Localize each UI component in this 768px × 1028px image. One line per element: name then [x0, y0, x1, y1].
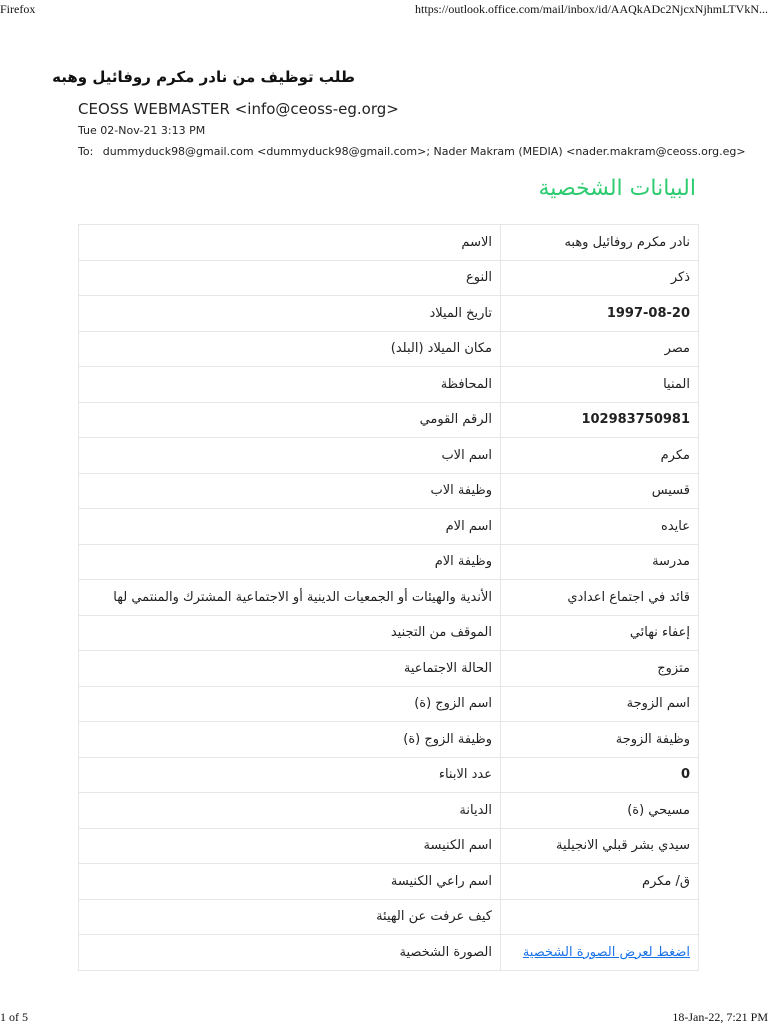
row-value: سيدي بشر قبلي الانجيلية	[501, 828, 699, 864]
table-row	[79, 260, 699, 296]
row-value: وظيفة الزوجة	[501, 722, 699, 758]
email-recipients	[78, 145, 746, 158]
table-row	[79, 757, 699, 793]
view-photo-link[interactable]: اضغط لعرض الصورة الشخصية	[522, 944, 690, 960]
table-row	[79, 225, 699, 261]
table-row	[79, 473, 699, 509]
row-label: الرقم القومي	[79, 402, 501, 438]
row-label: عدد الابناء	[79, 757, 501, 793]
section-title: البيانات الشخصية	[538, 176, 696, 201]
email-subject: طلب توظيف من نادر مكرم روفائيل وهبه	[52, 68, 355, 86]
table-row	[79, 722, 699, 758]
row-label: اسم الام	[79, 509, 501, 545]
table-row	[79, 402, 699, 438]
row-value-cell	[501, 935, 699, 971]
row-value: متزوج	[501, 651, 699, 687]
row-value: مدرسة	[501, 544, 699, 580]
row-label: وظيفة الام	[79, 544, 501, 580]
row-value: إعفاء نهائي	[501, 615, 699, 651]
print-header-app: Firefox	[0, 2, 36, 16]
row-label: اسم الزوج (ة)	[79, 686, 501, 722]
row-value: مسيحي (ة)	[501, 793, 699, 829]
table-row	[79, 615, 699, 651]
row-value: اسم الزوجة	[501, 686, 699, 722]
to-addresses: dummyduck98@gmail.com <dummyduck98@gmail.com>; Nader Makram (MEDIA) <nader.makram@ceoss.org.eg>	[102, 145, 746, 158]
row-value: نادر مكرم روفائيل وهبه	[501, 225, 699, 261]
table-row	[79, 544, 699, 580]
table-row	[79, 864, 699, 900]
row-label: المحافظة	[79, 367, 501, 403]
table-row	[79, 828, 699, 864]
table-row	[79, 899, 699, 935]
table-row	[79, 793, 699, 829]
row-label: وظيفة الزوج (ة)	[79, 722, 501, 758]
row-label: كيف عرفت عن الهيئة	[79, 899, 501, 935]
row-label: الموقف من التجنيد	[79, 615, 501, 651]
row-label: اسم الاب	[79, 438, 501, 474]
row-value	[501, 899, 699, 935]
row-value: عايده	[501, 509, 699, 545]
email-date: Tue 02-Nov-21 3:13 PM	[78, 124, 206, 137]
row-value: قائد في اجتماع اعدادي	[501, 580, 699, 616]
row-value: مكرم	[501, 438, 699, 474]
row-value: 102983750981	[501, 402, 699, 438]
row-label: الأندية والهيئات أو الجمعيات الدينية أو الاجتماعية المشترك والمنتمي لها	[79, 580, 501, 616]
table-row	[79, 686, 699, 722]
row-value: مصر	[501, 331, 699, 367]
table-row	[79, 367, 699, 403]
row-value: قسيس	[501, 473, 699, 509]
print-header-url: https://outlook.office.com/mail/inbox/id/AAQkADc2NjcxNjhmLTVkN...	[415, 2, 768, 16]
print-header	[0, 0, 768, 20]
table-row	[79, 580, 699, 616]
row-value: المنيا	[501, 367, 699, 403]
row-label: تاريخ الميلاد	[79, 296, 501, 332]
table-row	[79, 651, 699, 687]
row-value: ق/ مكرم	[501, 864, 699, 900]
row-label: الديانة	[79, 793, 501, 829]
row-label: اسم الكنيسة	[79, 828, 501, 864]
row-label: النوع	[79, 260, 501, 296]
row-value: 0	[501, 757, 699, 793]
table-row	[79, 296, 699, 332]
row-label: الصورة الشخصية	[79, 935, 501, 971]
table-row	[79, 935, 699, 971]
page-number: 1 of 5	[0, 1010, 28, 1024]
table-row	[79, 438, 699, 474]
table-row	[79, 331, 699, 367]
row-label: الاسم	[79, 225, 501, 261]
personal-info-table	[78, 224, 699, 971]
row-value: 1997-08-20	[501, 296, 699, 332]
row-label: الحالة الاجتماعية	[79, 651, 501, 687]
to-label: To:	[78, 145, 94, 158]
email-sender: CEOSS WEBMASTER <info@ceoss-eg.org>	[78, 100, 399, 118]
row-label: مكان الميلاد (البلد)	[79, 331, 501, 367]
row-value: ذكر	[501, 260, 699, 296]
row-label: وظيفة الاب	[79, 473, 501, 509]
table-row	[79, 509, 699, 545]
print-timestamp: 18-Jan-22, 7:21 PM	[672, 1010, 768, 1024]
row-label: اسم راعي الكنيسة	[79, 864, 501, 900]
print-footer	[0, 1008, 768, 1028]
